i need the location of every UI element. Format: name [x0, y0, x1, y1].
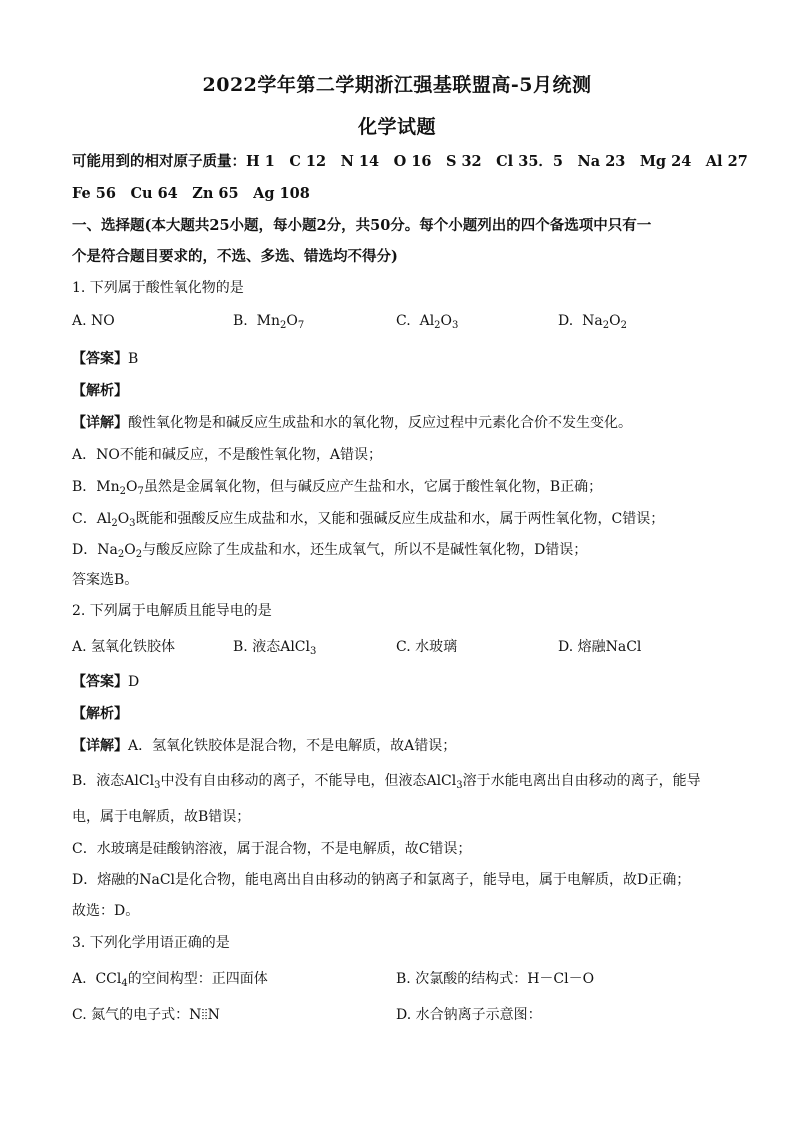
n2-electron-formula: N⦙⦙N [189, 1007, 220, 1023]
q2-option-a: A. 氢氧化铁胶体 [72, 639, 176, 655]
q2-analysis-b-cont: 电，属于电解质，故B错误； [72, 809, 251, 825]
q2-option-d: D. 熔融NaCl [558, 639, 642, 655]
q2-analysis-tag: 【解析】 [72, 706, 128, 722]
q2-analysis-d: D．熔融的NaCl是化合物，能电离出自由移动的钠离子和氯离子，能导电，属于电解质，故D正确； [72, 872, 691, 888]
atomic-masses-label: 可能用到的相对原子质量： [72, 153, 246, 170]
q3-option-c: C. 氮气的电子式：N⦙⦙N [72, 1007, 220, 1023]
q2-analysis-b: B．液态AlCl$_3$中没有自由移动的离子，不能导电，但液态AlCl$_3$溶于水能电离出自由移动的离子，能导 [72, 773, 701, 791]
q1-analysis-a: A．NO不能和碱反应，不是酸性氧化物，A错误； [72, 447, 382, 463]
q1-answer: 【答案】B [72, 351, 139, 367]
q2-conclusion: 故选：D。 [72, 903, 140, 919]
q1-option-a: A. NO [72, 313, 115, 329]
page-subtitle: 化学试题 [357, 116, 436, 138]
q2-analysis-a: 【详解】A．氢氧化铁胶体是混合物，不是电解质，故A错误； [72, 738, 457, 754]
q1-analysis-tag: 【解析】 [72, 383, 128, 399]
q1-analysis-c: C．$Al_2O_3$既能和强酸反应生成盐和水，又能和强碱反应生成盐和水，属于两性氧化物，C错误； [72, 511, 665, 529]
q2-answer: 【答案】D [72, 674, 140, 690]
q1-detail: 【详解】酸性氧化物是和碱反应生成盐和水的氧化物，反应过程中元素化合价不发生变化。 [72, 415, 632, 431]
q3-option-d: D. 水合钠离子示意图： [396, 1007, 542, 1023]
atomic-masses-line2: Fe 56 Cu 64 Zn 65 Ag 108 [72, 185, 310, 202]
section-heading-line2: 个是符合题目要求的，不选、多选、错选均不得分) [72, 248, 398, 265]
q3-option-b: B. 次氯酸的结构式：H－Cl－O [396, 971, 595, 987]
q1-option-b: B. $Mn_2O_7$ [233, 313, 305, 331]
q1-option-d: D. $Na_2O_2$ [558, 313, 627, 331]
q2-analysis-c: C．水玻璃是硅酸钠溶液，属于混合物，不是电解质，故C错误； [72, 841, 472, 857]
q1-stem: 1. 下列属于酸性氧化物的是 [72, 280, 244, 296]
q2-stem: 2. 下列属于电解质且能导电的是 [72, 603, 272, 619]
page-title: 2022学年第二学期浙江强基联盟高-5月统测 [202, 74, 592, 96]
q2-option-b: B. 液态AlCl$_3$ [233, 639, 317, 657]
atomic-masses-line1 [72, 150, 748, 171]
q1-analysis-b: B．$Mn_2O_7$虽然是金属氧化物，但与碱反应产生盐和水，它属于酸性氧化物，B正确； [72, 479, 603, 497]
atomic-masses-values: H 1 C 12 N 14 O 16 S 32 Cl 35．5 Na 23 Mg 24 Al 27 [246, 153, 748, 170]
q1-conclusion: 答案选B。 [72, 572, 139, 588]
q2-option-c: C. 水玻璃 [396, 639, 458, 655]
q3-option-a: A. CCl$_4$的空间构型：正四面体 [72, 971, 268, 989]
q1-analysis-d: D．$Na_2O_2$与酸反应除了生成盐和水，还生成氧气，所以不是碱性氧化物，D错误； [72, 542, 588, 560]
q3-stem: 3. 下列化学用语正确的是 [72, 935, 230, 951]
section-heading-line1: 一、选择题(本大题共25小题，每小题2分，共50分。每个小题列出的四个备选项中只有一 [72, 217, 652, 234]
q1-option-c: C. $Al_2O_3$ [396, 313, 459, 331]
